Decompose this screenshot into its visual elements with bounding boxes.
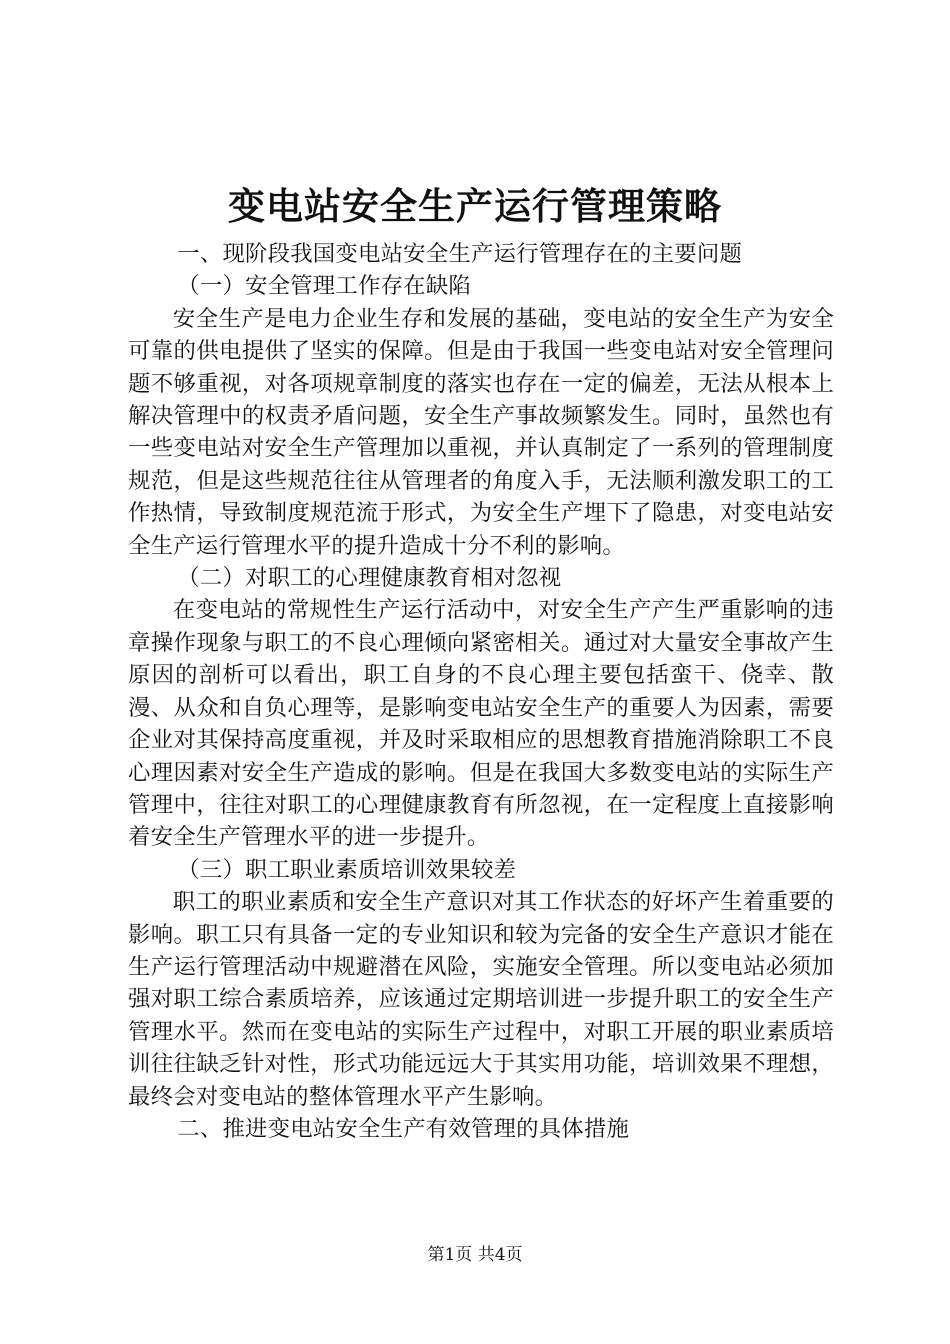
subsection-heading: （三）职工职业素质培训效果较差 <box>177 856 517 883</box>
document-title: 变电站安全生产运行管理策略 <box>228 185 722 228</box>
section-heading: 二、推进变电站安全生产有效管理的具体措施 <box>177 1115 630 1142</box>
body-paragraph: 在变电站的常规性生产运行活动中，对安全生产产生严重影响的违章操作现象与职工的不良心理倾向紧密相关。通过对大量安全事故产生原因的剖析可以看出，职工自身的不良心理主要包括蛮干、侥幸、散漫、从众和自负心理等，是影响变电站安全生产的重要人为因素，需要企业对其保持高度重视，并及时采取相应的思想教育措施消除职工不良心理因素对安全生产造成的影响。但是在我国大多数变电站的实际生产管理中，往往对职工的心理健康教育有所忽视，在一定程度上直接影响着安全生产管理水平的进一步提升。 <box>128 597 834 851</box>
subsection-heading: （一）安全管理工作存在缺陷 <box>177 273 471 300</box>
body-paragraph: 安全生产是电力企业生存和发展的基础，变电站的安全生产为安全可靠的供电提供了坚实的保障。但是由于我国一些变电站对安全管理问题不够重视，对各项规章制度的落实也存在一定的偏差，无法从根本上解决管理中的权责矛盾问题，安全生产事故频繁发生。同时，虽然也有一些变电站对安全生产管理加以重视，并认真制定了一系列的管理制度规范，但是这些规范往往从管理者的角度入手，无法顺利激发职工的工作热情，导致制度规范流于形式，为安全生产埋下了隐患，对变电站安全生产运行管理水平的提升造成十分不利的影响。 <box>128 305 834 559</box>
section-heading: 一、现阶段我国变电站安全生产运行管理存在的主要问题 <box>177 241 743 267</box>
body-paragraph: 职工的职业素质和安全生产意识对其工作状态的好坏产生着重要的影响。职工只有具备一定的专业知识和较为完备的安全生产意识才能在生产运行管理活动中规避潜在风险，实施安全管理。所以变电站必须加强对职工综合素质培养，应该通过定期培训进一步提升职工的安全生产管理水平。然而在变电站的实际生产过程中，对职工开展的职业素质培训往往缺乏针对性，形式功能远远大于其实用功能，培训效果不理想，最终会对变电站的整体管理水平产生影响。 <box>128 889 834 1110</box>
subsection-heading: （二）对职工的心理健康教育相对忽视 <box>177 565 562 592</box>
document-body <box>128 238 834 1145</box>
page-footer: 第1页 共4页 <box>427 1245 523 1265</box>
